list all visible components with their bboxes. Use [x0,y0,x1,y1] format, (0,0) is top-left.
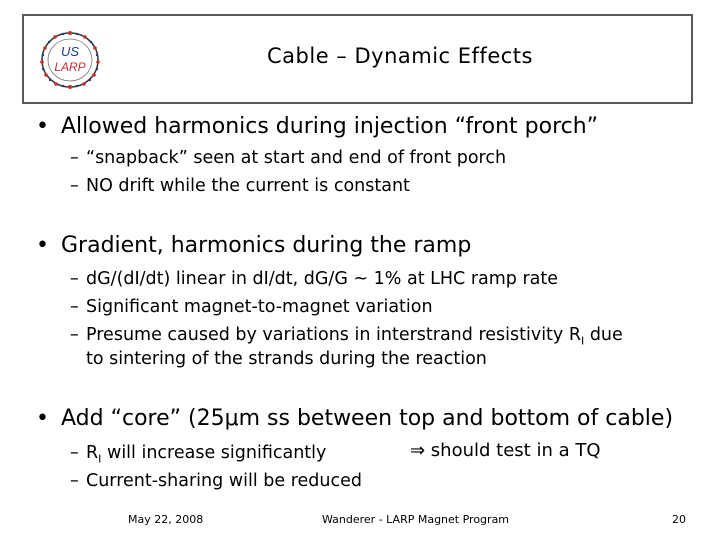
bullet-1-sub-2: – NO drift while the current is constant [70,176,410,196]
bullet-2-sub-1: – dG/(dI/dt) linear in dI/dt, dG/G ~ 1% at LHC ramp rate [70,269,559,289]
bullet-3-sub-2: – Current-sharing will be reduced [70,471,362,491]
logo-us-text: US [60,44,80,59]
bullet-1-text: Allowed harmonics during injection “front porch” [61,114,599,139]
bullet-2 [36,233,471,258]
bullet-2-text: Gradient, harmonics during the ramp [61,233,472,258]
bullet-2-sub-3-cont: to sintering of the strands during the reaction [86,349,487,369]
logo-larp-text: LARP [54,60,86,74]
slide-title: Cable – Dynamic Effects [267,44,533,68]
subscript-i: I [98,452,102,466]
bullet-3 [36,406,673,431]
footer-date: May 22, 2008 [128,513,204,526]
bullet-3-text: Add “core” (25μm ss between top and bottom of cable) [61,406,674,431]
subscript-i: I [581,334,585,348]
bullet-2-sub-2: – Significant magnet-to-magnet variation [70,297,433,317]
bullet-3-sub-1: – $R_I$ will increase significantly [70,443,327,466]
side-note: ⇒ should test in a TQ [410,440,601,461]
us-larp-logo [36,30,104,90]
bullet-dot-icon: • [36,114,49,139]
bullet-2-sub-3: – Presume caused by variations in interstrand resistivity $R_I$ due [70,325,623,348]
bullet-dot-icon: • [36,406,49,431]
footer-center: Wanderer - LARP Magnet Program [322,513,510,526]
bullet-1 [36,114,598,139]
bullet-dot-icon: • [36,233,49,258]
footer-page-number: 20 [672,513,686,526]
bullet-1-sub-1: – “snapback” seen at start and end of front porch [70,148,507,168]
